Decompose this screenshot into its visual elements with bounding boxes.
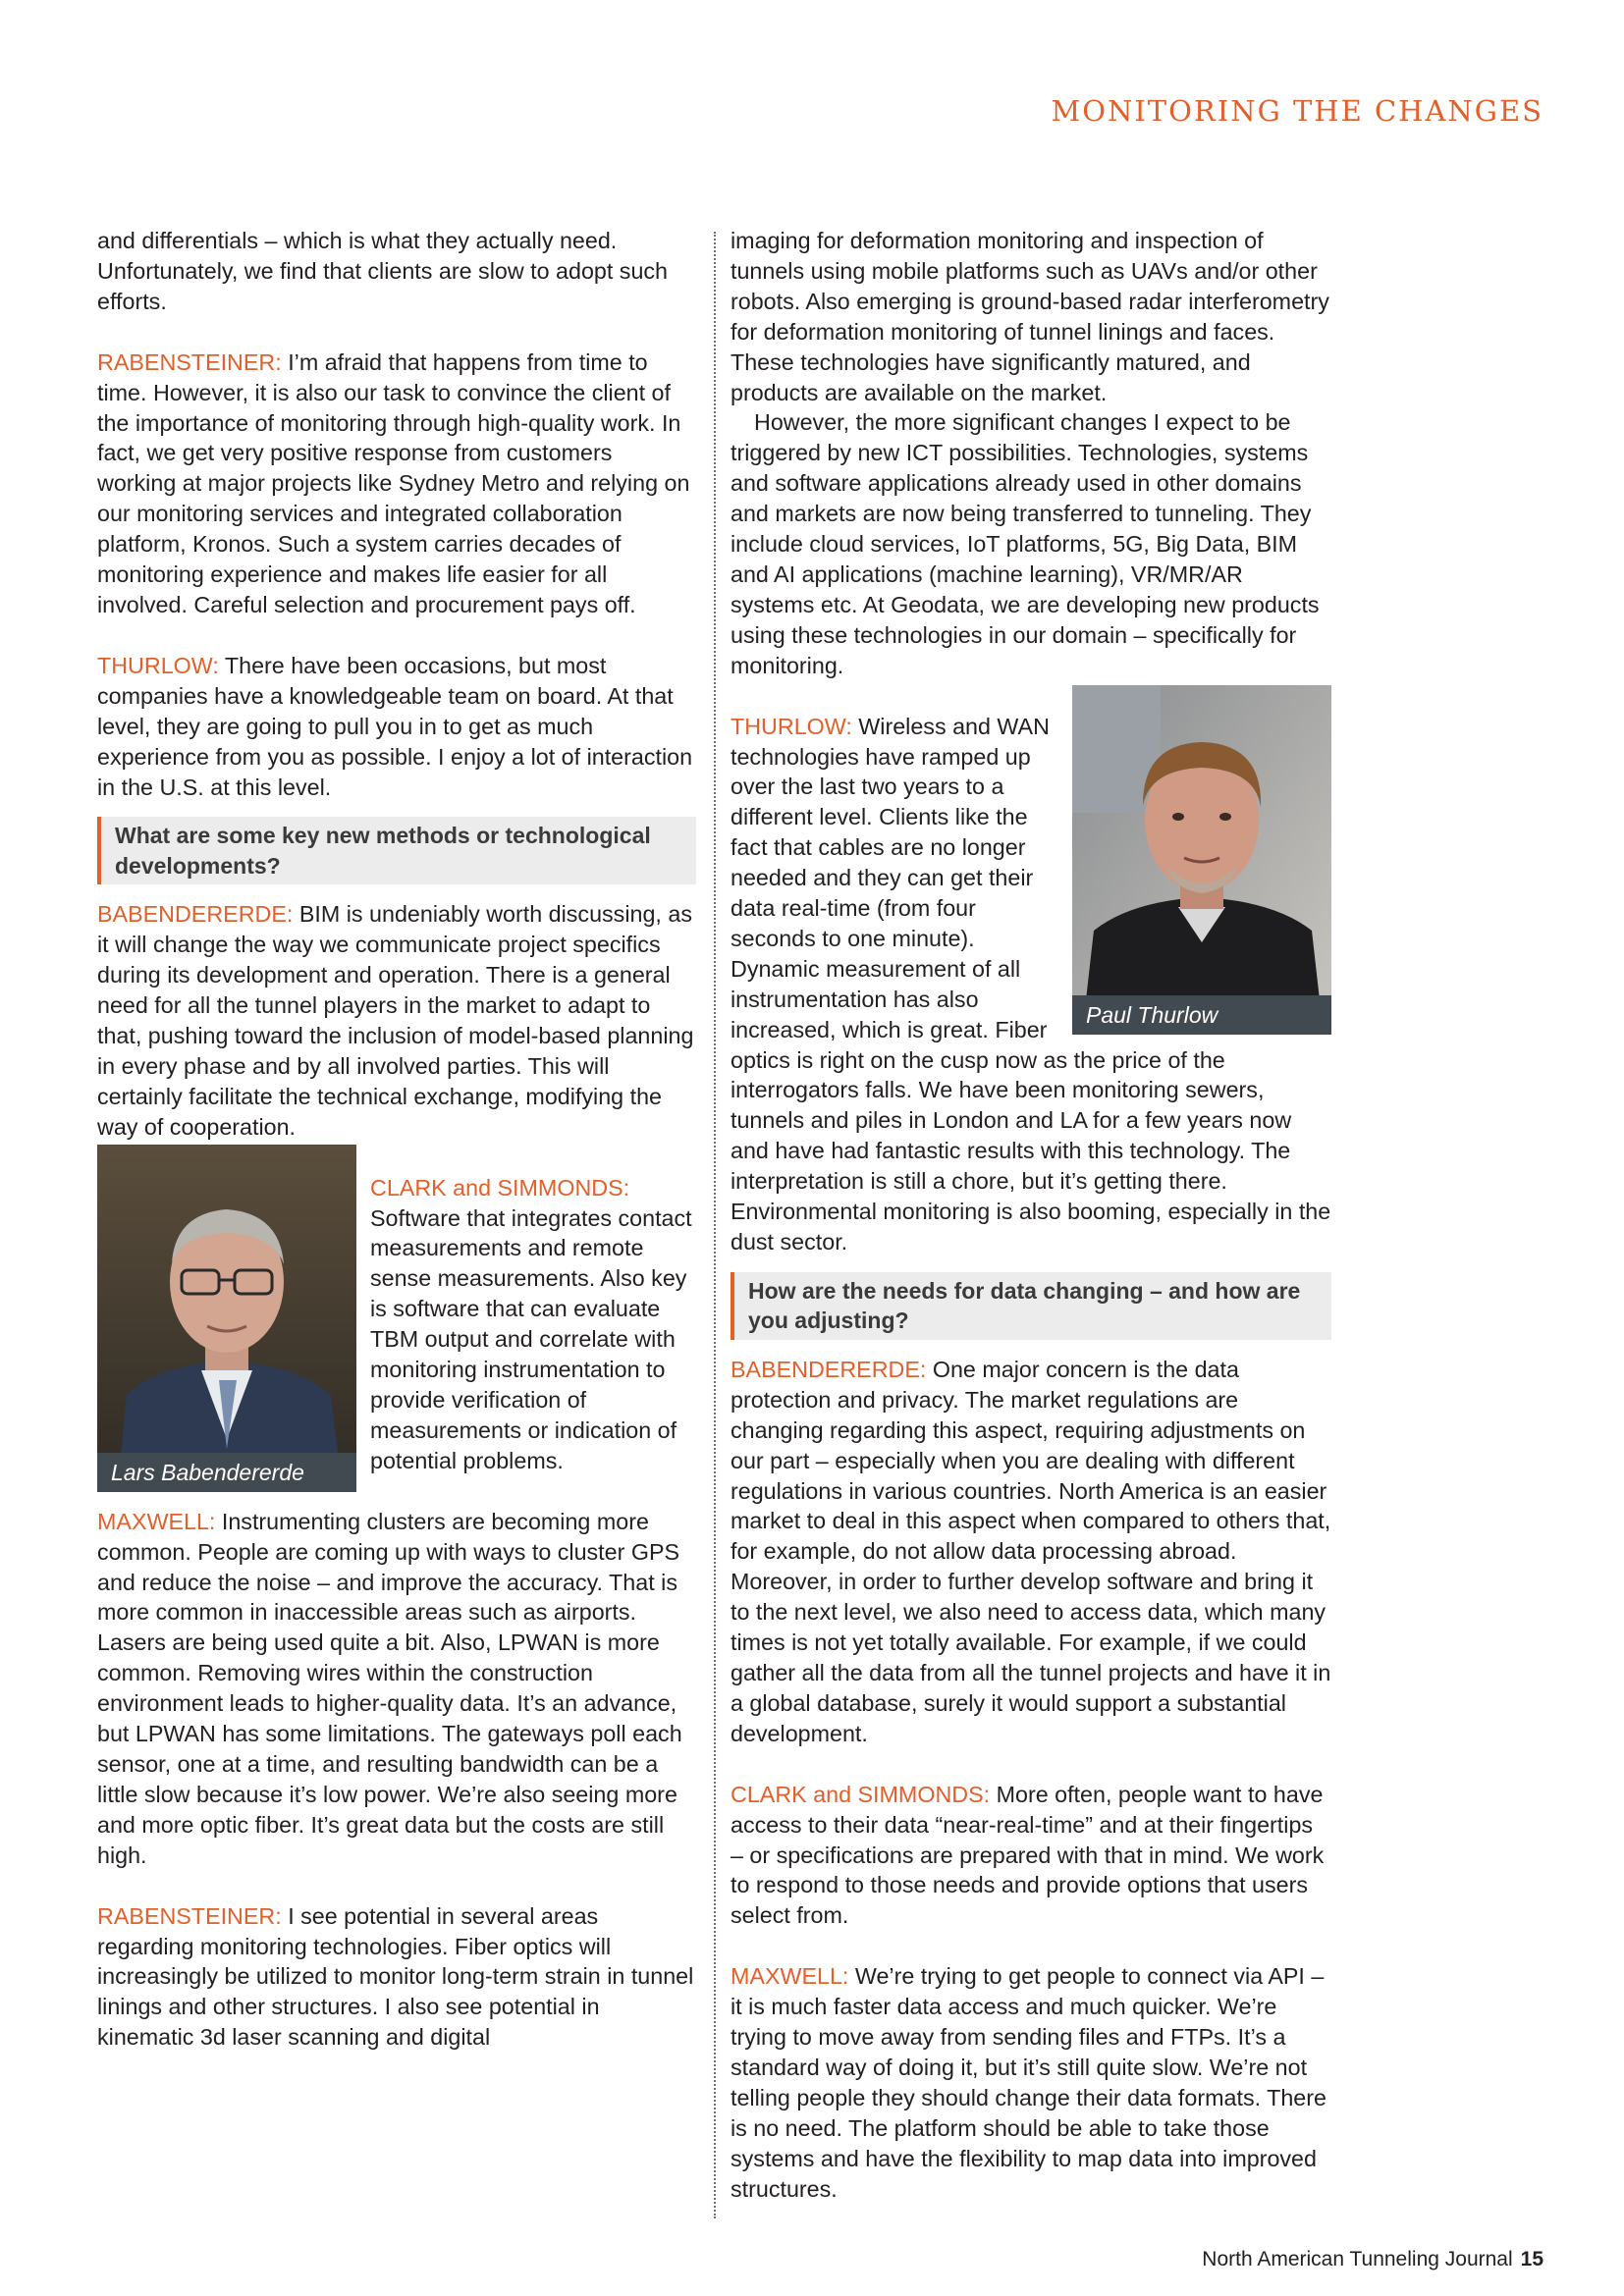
paragraph: and differentials – which is what they actually need. Unfortunately, we find that clients are slow to adopt such efforts. [97,228,669,314]
speaker-name: RABENSTEINER: [97,1902,282,1929]
paragraph-text: There have been occasions, but most companies have a knowledgeable team on board. At that level, they are going to pull you in to get as much experience from you as possible. I enjoy a lot of interaction in the U.S. at this level. [97,652,693,800]
paragraph [97,347,696,620]
portrait-photo-paul [1072,685,1331,1035]
paragraph-text: Wireless and WAN technologies have ramped up over the last two years to a different level. Clients like the fact that cables are no longer needed and they can get their data real-time (from four seconds to one minute). Dynamic measurement of all instrumentation has also increased, which is great. Fiber optics is right on the cusp now as the price of the interrogators falls. We have been monitoring sewers, tunnels and piles in London and LA for a few years now and have had fantastic results with this technology. The interpretation is still a chore, but it’s getting there. Environmental monitoring is also booming, especially in the dust sector. [731,713,1331,1255]
portrait-photo-lars [97,1145,356,1492]
paragraph-text: More often, people want to have access to their data “near-real-time” and at their fingertips – or specifications are prepared with that in mind. We work to respond to those needs and provide options that users select from. [731,1781,1325,1929]
speaker-name: CLARK and SIMMONDS: [731,1781,991,1807]
section-title: MONITORING THE CHANGES [1051,94,1543,128]
paragraph [97,899,696,1142]
page-footer [1202,2248,1543,2271]
portrait-image [97,1145,356,1492]
speaker-name: MAXWELL: [731,1963,849,1990]
speaker-name: THURLOW: [97,652,219,678]
paragraph-text: I’m afraid that happens from time to time. However, it is also our task to convince the client of the importance of monitoring through high-quality work. In fact, we get very positive response from customers working at major projects like Sydney Metro and relying on our monitoring services and integrated collaboration platform, Kronos. Such a system carries decades of monitoring experience and makes life easier for all involved. Careful selection and procurement pays off. [97,348,690,617]
speaker-name: BABENDERERDE: [97,901,294,928]
paragraph [731,1780,1331,1932]
paragraph-text: Instrumenting clusters are becoming more common. People are coming up with ways to cluster GPS and reduce the noise – and improve the accuracy. That is more common in inaccessible areas such as airports. Lasers are being used quite a bit. Also, LPWAN is more common. Removing wires within the construction environment leads to higher-quality data. It’s an advance, but LPWAN has some limitations. The gateways poll each sensor, one at a time, and resulting bandwidth can be a little slow because it’s low power. We’re also seeing more and more optic fiber. It’s great data but the costs are still high. [97,1508,682,1868]
paragraph-text: One major concern is the data protection and privacy. The market regulations are changing regarding this aspect, requiring adjustments on our part – especially when you are dealing with different regulations in various countries. North America is an easier market to deal in this aspect when compared to others that, for example, do not allow data processing abroad. Moreover, in order to further develop software and bring it to the next level, we also need to access data, which many times is not yet totally available. For example, if we could gather all the data from all the tunnel projects and have it in a global database, surely it would support a substantial development. [731,1356,1331,1746]
speaker-name: CLARK and SIMMONDS: [370,1174,630,1201]
paragraph [97,1901,696,2054]
speaker-name: THURLOW: [731,713,852,739]
photo-caption: Paul Thurlow [1072,995,1331,1035]
interview-question: What are some key new methods or technological developments? [97,817,696,884]
page-number: 15 [1520,2248,1543,2270]
portrait-image [1072,685,1331,1035]
paragraph [731,1355,1331,1749]
paragraph [731,1961,1331,2204]
paragraph [97,1507,696,1871]
paragraph-text: We’re trying to get people to connect via API – it is much faster data access and much quicker. We’re trying to move away from sending files and FTPs. It’s a standard way of doing it, but it’s still quite slow. We’re not telling people they should change their data formats. There is no need. The platform should be able to take those systems and have the flexibility to map data into improved structures. [731,1963,1326,2202]
right-column [731,226,1331,2204]
paragraph-text: Software that integrates contact measurements and remote sense measurements. Also key is software that can evaluate TBM output and correlate with monitoring instrumentation to provide verification of measurements or indication of potential problems. [370,1204,692,1473]
speaker-name: MAXWELL: [97,1508,216,1534]
speaker-name: RABENSTEINER: [97,348,282,375]
journal-name: North American Tunneling Journal [1202,2248,1513,2270]
left-column [97,226,696,2053]
speaker-name: BABENDERERDE: [731,1356,927,1382]
photo-caption: Lars Babendererde [97,1453,356,1492]
paragraph: imaging for deformation monitoring and inspection of tunnels using mobile platforms such as UAVs and/or other robots. Also emerging is ground-based radar interferometry for deformation monitoring of tunnel linings and faces. These technologies have significantly matured, and products are available on the market. [731,228,1329,405]
interview-question: How are the needs for data changing – and how are you adjusting? [731,1272,1331,1340]
paragraph-text: I see potential in several areas regarding monitoring technologies. Fiber optics will increasingly be utilized to monitor long-term strain in tunnel linings and other structures. I also see potential in kinematic 3d laser scanning and digital [97,1902,694,2051]
column-divider [714,232,716,2218]
paragraph-text: BIM is undeniably worth discussing, as it will change the way we communicate project specifics during its development and operation. There is a general need for all the tunnel players in the market to adapt to that, pushing toward the inclusion of model-based planning in every phase and by all involved parties. This will certainly facilitate the technical exchange, modifying the way of cooperation. [97,901,694,1140]
paragraph: However, the more significant changes I expect to be triggered by new ICT possibilities. Technologies, systems and software applications already used in other domains and markets are now being transferred to tunneling. They include cloud services, IoT platforms, 5G, Big Data, BIM and AI applications (machine learning), VR/MR/AR systems etc. At Geodata, we are developing new products using these technologies in our domain – specifically for monitoring. [731,409,1320,678]
paragraph [97,651,696,803]
